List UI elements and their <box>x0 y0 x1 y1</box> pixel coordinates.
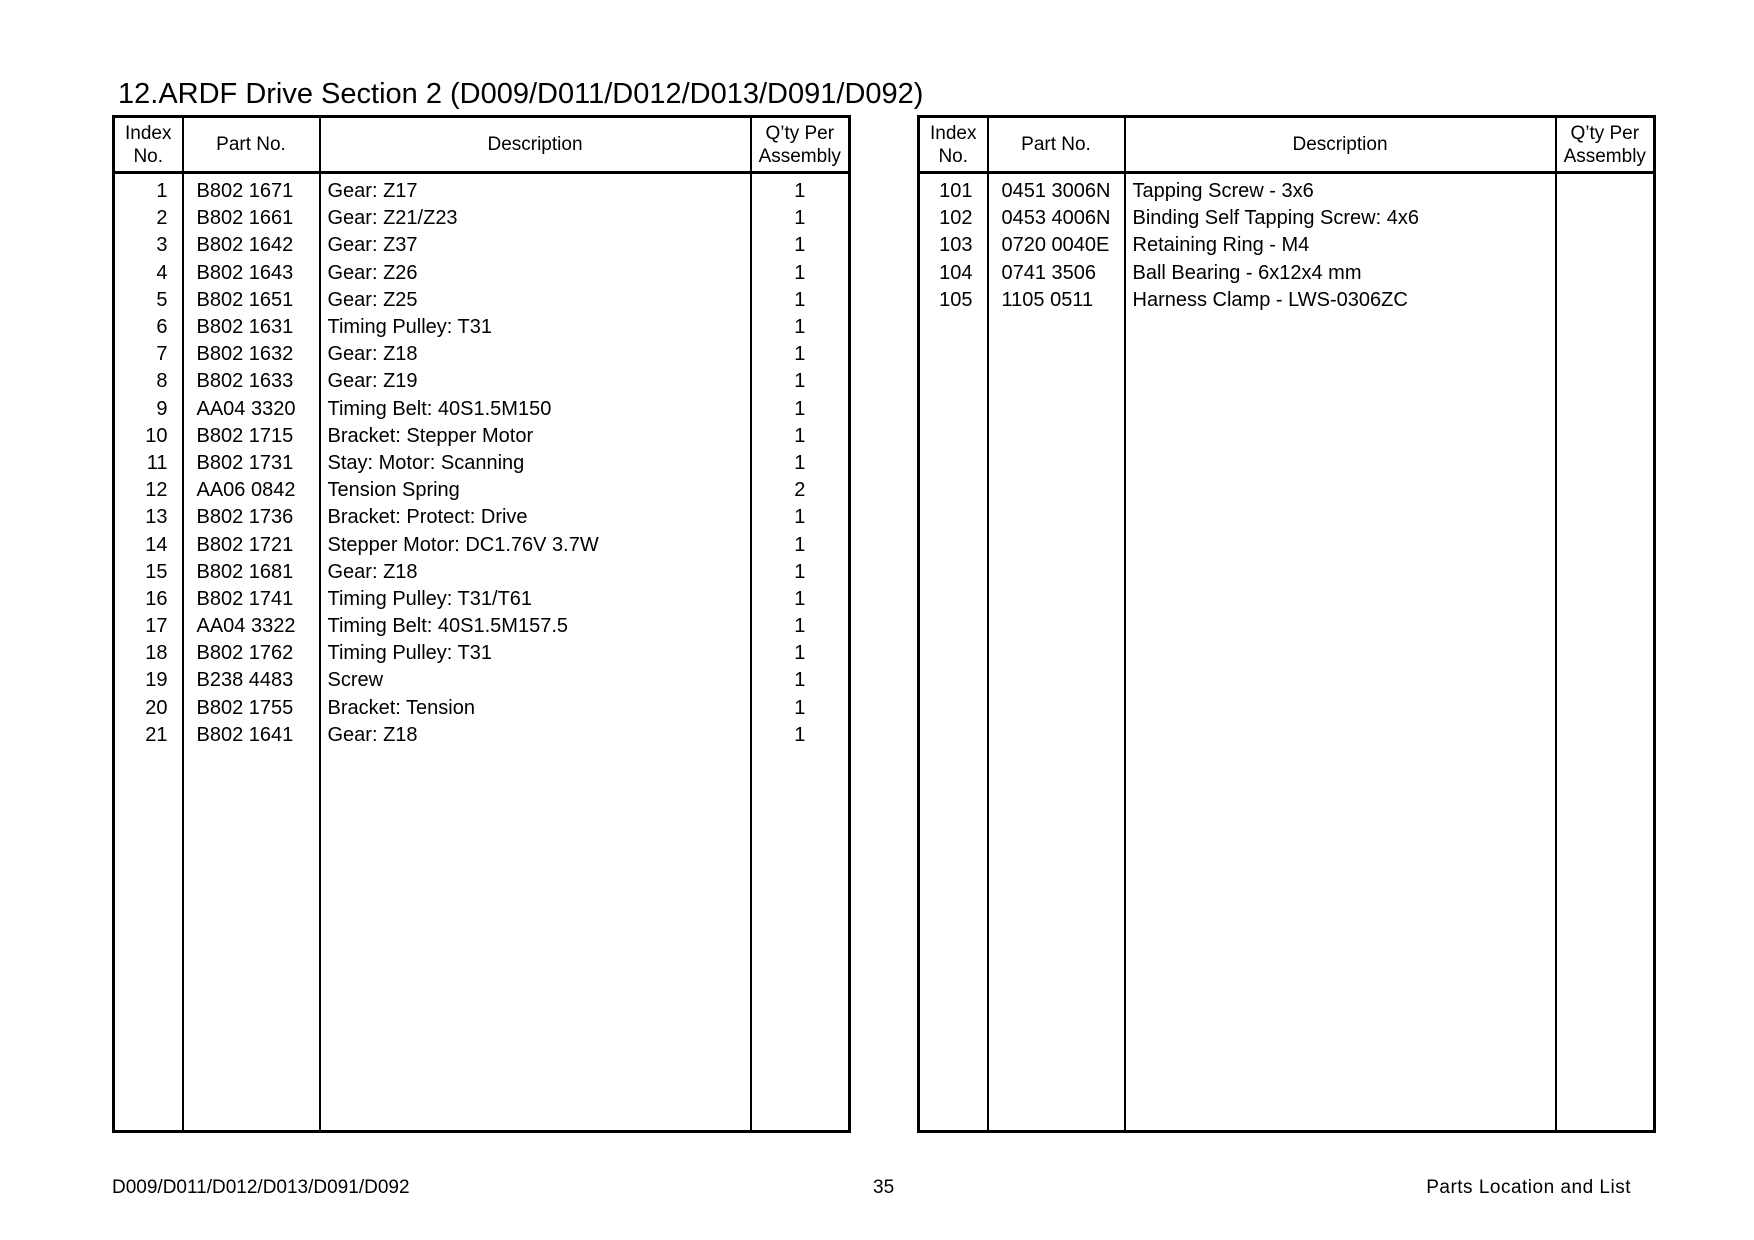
table-row <box>114 368 850 395</box>
table-row <box>114 586 850 613</box>
table-row <box>114 559 850 586</box>
cell-description: Timing Pulley: T31 <box>320 640 751 667</box>
cell-index: 105 <box>939 288 973 311</box>
cell-part-no: B802 1671 <box>183 173 320 206</box>
header-index-line1: Index <box>125 122 172 144</box>
empty-cell <box>751 749 850 1131</box>
empty-cell <box>988 314 1125 1132</box>
cell-index: 5 <box>156 288 168 311</box>
header-part-no: Part No. <box>988 117 1125 173</box>
cell-qty: 1 <box>751 613 850 640</box>
cell-description: Gear: Z26 <box>320 260 751 287</box>
table-row <box>114 640 850 667</box>
cell-qty: 2 <box>751 477 850 504</box>
cell-index: 103 <box>939 234 973 257</box>
cell-part-no: B802 1661 <box>183 205 320 232</box>
cell-part-no: 0451 3006N <box>988 173 1125 206</box>
table-row <box>114 423 850 450</box>
cell-description: Tapping Screw - 3x6 <box>1125 173 1556 206</box>
table-spacer-row <box>919 314 1655 1132</box>
cell-description: Timing Pulley: T31/T61 <box>320 586 751 613</box>
table-row <box>919 232 1655 259</box>
cell-index: 102 <box>939 207 973 230</box>
cell-part-no: B802 1741 <box>183 586 320 613</box>
header-index-line2: No. <box>938 145 969 167</box>
table-row <box>114 260 850 287</box>
cell-index: 14 <box>145 533 168 556</box>
cell-index: 9 <box>156 397 168 420</box>
cell-qty: 1 <box>751 695 850 722</box>
table-row <box>114 667 850 694</box>
cell-index: 10 <box>145 424 168 447</box>
cell-description: Gear: Z17 <box>320 173 751 206</box>
cell-qty: 1 <box>751 341 850 368</box>
empty-cell <box>919 314 988 1132</box>
cell-part-no: B802 1633 <box>183 368 320 395</box>
cell-qty: 1 <box>751 504 850 531</box>
cell-part-no: B802 1755 <box>183 695 320 722</box>
cell-description: Harness Clamp - LWS-0306ZC <box>1125 287 1556 314</box>
cell-qty: 1 <box>751 423 850 450</box>
header-qty <box>1556 117 1655 173</box>
cell-index: 3 <box>156 234 168 257</box>
header-qty-line1: Q’ty Per <box>765 122 835 144</box>
cell-qty: 1 <box>751 368 850 395</box>
table-row <box>919 205 1655 232</box>
header-index-line2: No. <box>133 145 164 167</box>
cell-qty: 1 <box>751 173 850 206</box>
cell-qty: 1 <box>751 586 850 613</box>
table-row <box>114 396 850 423</box>
cell-qty <box>1556 287 1655 314</box>
cell-description: Tension Spring <box>320 477 751 504</box>
table-row <box>114 173 850 206</box>
cell-qty: 1 <box>751 531 850 558</box>
cell-index: 104 <box>939 261 973 284</box>
table-row <box>114 450 850 477</box>
cell-part-no: B802 1715 <box>183 423 320 450</box>
cell-part-no: B802 1643 <box>183 260 320 287</box>
table-row <box>114 504 850 531</box>
cell-index: 12 <box>145 479 168 502</box>
table-spacer-row <box>114 749 850 1131</box>
cell-qty <box>1556 260 1655 287</box>
cell-index: 21 <box>145 723 168 746</box>
cell-description: Bracket: Tension <box>320 695 751 722</box>
cell-description: Gear: Z18 <box>320 341 751 368</box>
cell-qty: 1 <box>751 260 850 287</box>
cell-index: 6 <box>156 316 168 339</box>
header-index <box>114 117 183 173</box>
cell-part-no: 0453 4006N <box>988 205 1125 232</box>
cell-index: 2 <box>156 207 168 230</box>
cell-qty: 1 <box>751 450 850 477</box>
cell-part-no: B802 1631 <box>183 314 320 341</box>
cell-qty <box>1556 232 1655 259</box>
cell-qty: 1 <box>751 722 850 749</box>
cell-description: Ball Bearing - 6x12x4 mm <box>1125 260 1556 287</box>
cell-description: Gear: Z19 <box>320 368 751 395</box>
cell-description: Gear: Z21/Z23 <box>320 205 751 232</box>
cell-index: 17 <box>145 615 168 638</box>
cell-part-no: B802 1681 <box>183 559 320 586</box>
header-qty-line2: Assembly <box>1563 145 1646 167</box>
cell-index: 19 <box>145 669 168 692</box>
cell-index: 20 <box>145 696 168 719</box>
cell-description: Bracket: Stepper Motor <box>320 423 751 450</box>
cell-qty <box>1556 205 1655 232</box>
cell-index: 8 <box>156 370 168 393</box>
footer-model-numbers: D009/D011/D012/D013/D091/D092 <box>112 1177 410 1198</box>
table-header-row <box>114 117 850 173</box>
cell-description: Bracket: Protect: Drive <box>320 504 751 531</box>
cell-qty: 1 <box>751 559 850 586</box>
cell-qty: 1 <box>751 396 850 423</box>
cell-description: Stay: Motor: Scanning <box>320 450 751 477</box>
empty-cell <box>1125 314 1556 1132</box>
header-qty-line1: Q’ty Per <box>1570 122 1640 144</box>
cell-part-no: B802 1762 <box>183 640 320 667</box>
cell-description: Gear: Z18 <box>320 722 751 749</box>
cell-description: Binding Self Tapping Screw: 4x6 <box>1125 205 1556 232</box>
cell-index: 11 <box>146 451 168 474</box>
cell-qty: 1 <box>751 205 850 232</box>
cell-index: 15 <box>145 560 168 583</box>
cell-description: Timing Belt: 40S1.5M150 <box>320 396 751 423</box>
cell-qty: 1 <box>751 287 850 314</box>
cell-part-no: B802 1641 <box>183 722 320 749</box>
header-index-line1: Index <box>930 122 977 144</box>
parts-table-right-body <box>919 173 1655 1132</box>
cell-qty: 1 <box>751 640 850 667</box>
cell-description: Timing Belt: 40S1.5M157.5 <box>320 613 751 640</box>
cell-part-no: B802 1632 <box>183 341 320 368</box>
page-title: 12.ARDF Drive Section 2 (D009/D011/D012/D013/D091/D092) <box>118 78 924 110</box>
cell-index: 4 <box>156 261 168 284</box>
cell-qty <box>1556 173 1655 206</box>
parts-table-right <box>917 115 1656 1133</box>
cell-index: 13 <box>145 506 168 529</box>
cell-index: 7 <box>156 343 168 366</box>
header-index <box>919 117 988 173</box>
cell-part-no: 0720 0040E <box>988 232 1125 259</box>
table-row <box>114 232 850 259</box>
table-row <box>114 205 850 232</box>
cell-qty: 1 <box>751 314 850 341</box>
cell-index: 18 <box>145 642 168 665</box>
cell-description: Stepper Motor: DC1.76V 3.7W <box>320 531 751 558</box>
parts-table-left <box>112 115 851 1133</box>
header-qty-line2: Assembly <box>758 145 841 167</box>
cell-description: Gear: Z37 <box>320 232 751 259</box>
table-row <box>114 613 850 640</box>
table-row <box>114 695 850 722</box>
empty-cell <box>183 749 320 1131</box>
cell-part-no: B802 1642 <box>183 232 320 259</box>
cell-qty: 1 <box>751 667 850 694</box>
table-row <box>919 260 1655 287</box>
table-row <box>114 477 850 504</box>
empty-cell <box>320 749 751 1131</box>
cell-qty: 1 <box>751 232 850 259</box>
table-row <box>114 531 850 558</box>
cell-description: Gear: Z25 <box>320 287 751 314</box>
empty-cell <box>1556 314 1655 1132</box>
table-row <box>919 287 1655 314</box>
header-part-no: Part No. <box>183 117 320 173</box>
cell-description: Screw <box>320 667 751 694</box>
cell-part-no: 1105 0511 <box>988 287 1125 314</box>
cell-part-no: 0741 3506 <box>988 260 1125 287</box>
cell-index: 1 <box>156 180 168 203</box>
cell-part-no: AA06 0842 <box>183 477 320 504</box>
cell-description: Gear: Z18 <box>320 559 751 586</box>
cell-description: Timing Pulley: T31 <box>320 314 751 341</box>
header-qty <box>751 117 850 173</box>
cell-part-no: B238 4483 <box>183 667 320 694</box>
cell-part-no: AA04 3322 <box>183 613 320 640</box>
footer-section-name: Parts Location and List <box>1426 1177 1631 1198</box>
empty-cell <box>114 749 183 1131</box>
table-row <box>114 314 850 341</box>
header-description: Description <box>320 117 751 173</box>
parts-table-left-body <box>114 173 850 1132</box>
table-header-row <box>919 117 1655 173</box>
header-description: Description <box>1125 117 1556 173</box>
cell-part-no: B802 1736 <box>183 504 320 531</box>
table-row <box>114 341 850 368</box>
table-row <box>919 173 1655 206</box>
cell-index: 16 <box>145 587 168 610</box>
footer-page-number: 35 <box>873 1177 895 1198</box>
cell-part-no: B802 1721 <box>183 531 320 558</box>
cell-index: 101 <box>939 180 973 203</box>
table-row <box>114 287 850 314</box>
cell-part-no: B802 1731 <box>183 450 320 477</box>
table-row <box>114 722 850 749</box>
cell-part-no: AA04 3320 <box>183 396 320 423</box>
cell-description: Retaining Ring - M4 <box>1125 232 1556 259</box>
cell-part-no: B802 1651 <box>183 287 320 314</box>
